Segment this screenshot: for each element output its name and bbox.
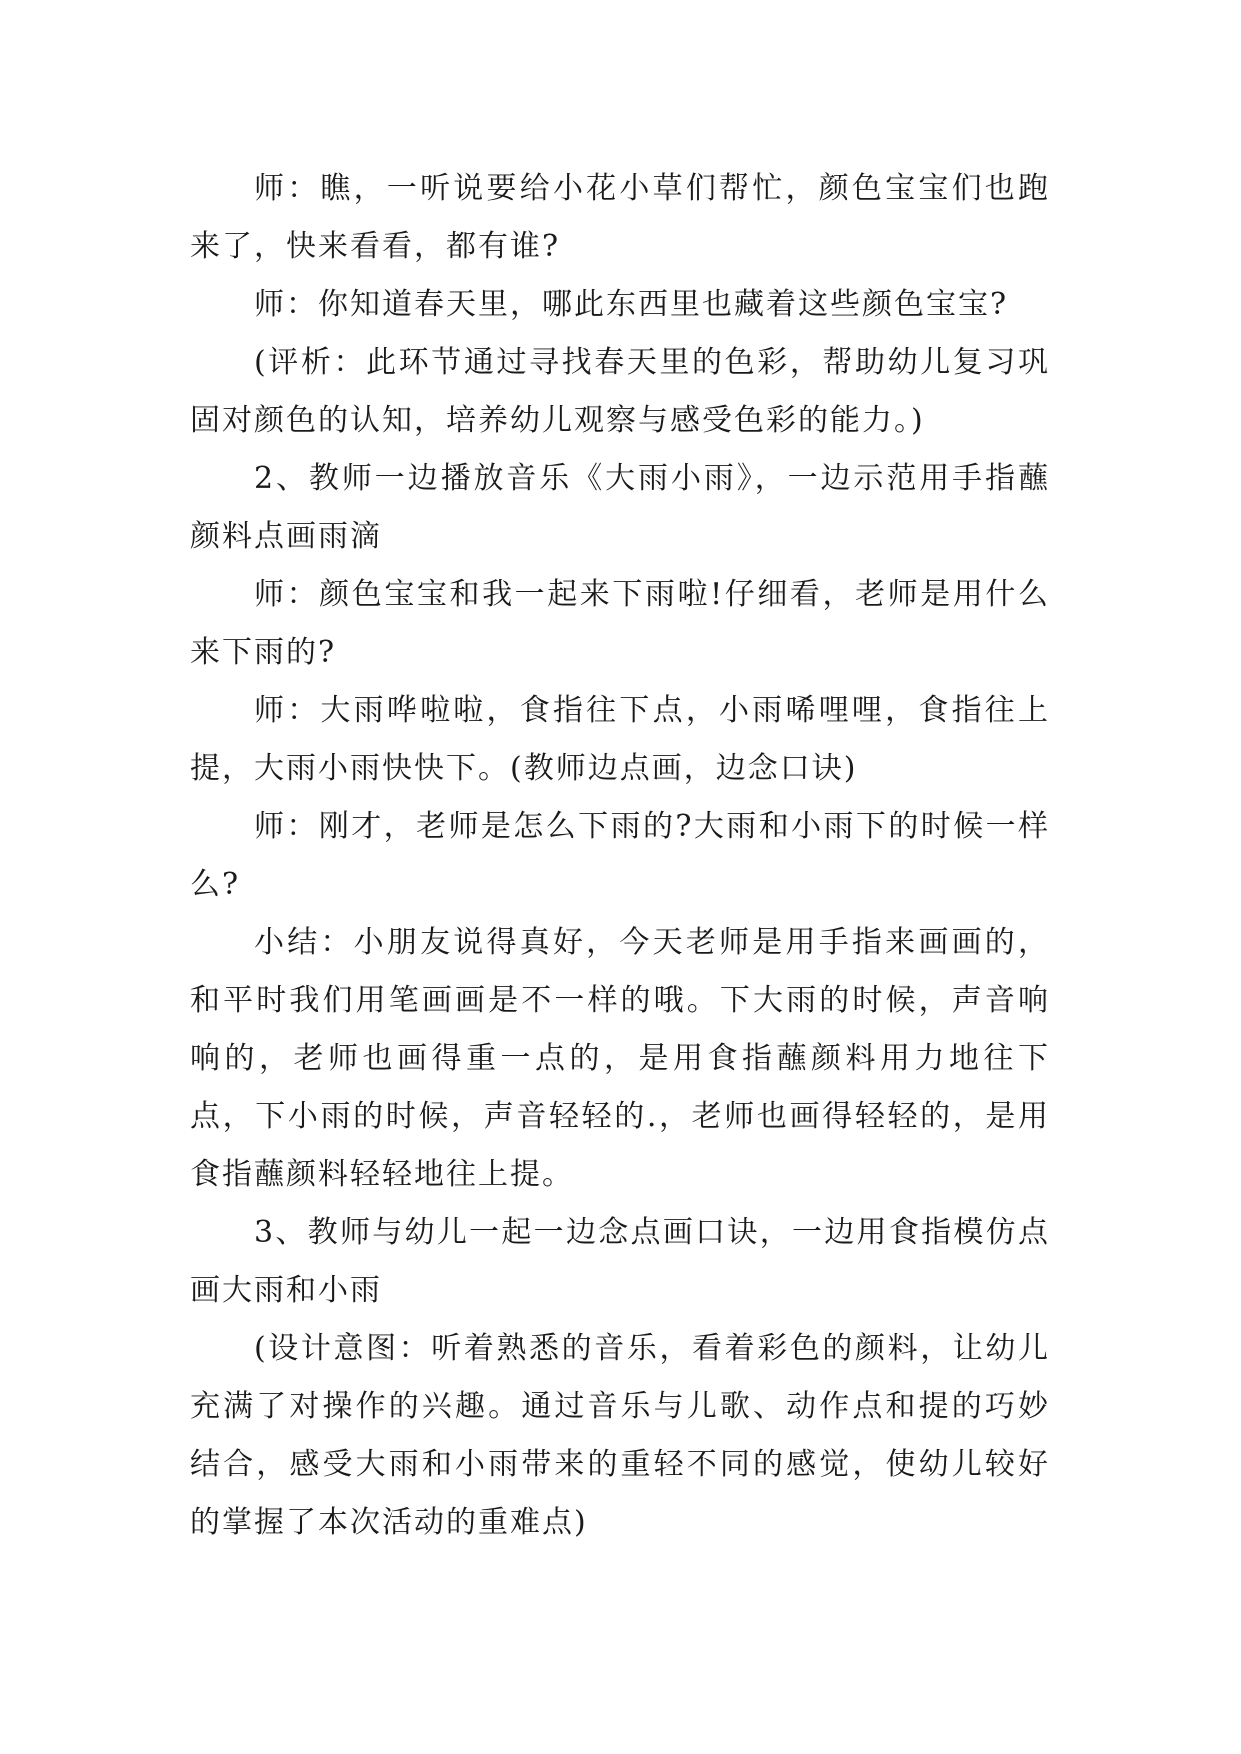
- paragraph-step-2: 2、教师一边播放音乐《大雨小雨》，一边示范用手指蘸颜料点画雨滴: [190, 461, 1050, 554]
- paragraph-teacher-rain-chant: 师：大雨哗啦啦，食指往下点，小雨唏哩哩，食指往上提，大雨小雨快快下。(教师边点画，边念口诀): [190, 693, 1050, 786]
- document-body: [190, 160, 1050, 1552]
- paragraph-design-intent: (设计意图：听着熟悉的音乐，看着彩色的颜料，让幼儿充满了对操作的兴趣。通过音乐与儿歌、动作点和提的巧妙结合，感受大雨和小雨带来的重轻不同的感觉，使幼儿较好的掌握了本次活动的重难点): [190, 1331, 1050, 1540]
- paragraph-teacher-how-rain: 师：刚才，老师是怎么下雨的?大雨和小雨下的时候一样么?: [190, 809, 1050, 902]
- paragraph-teacher-colors-arrive: 师：瞧，一听说要给小花小草们帮忙，颜色宝宝们也跑来了，快来看看，都有谁?: [190, 171, 1050, 264]
- paragraph-teacher-question-spring: 师：你知道春天里，哪此东西里也藏着这些颜色宝宝?: [254, 287, 1009, 322]
- paragraph-step-3: 3、教师与幼儿一起一边念点画口诀，一边用食指模仿点画大雨和小雨: [190, 1215, 1050, 1308]
- paragraph-teacher-rain-together: 师：颜色宝宝和我一起来下雨啦!仔细看，老师是用什么来下雨的?: [190, 577, 1050, 670]
- paragraph-summary: 小结：小朋友说得真好，今天老师是用手指来画画的，和平时我们用笔画画是不一样的哦。下大雨的时候，声音响响的，老师也画得重一点的，是用食指蘸颜料用力地往下点，下小雨的时候，声音轻轻的.，老师也画得轻轻的，是用食指蘸颜料轻轻地往上提。: [190, 925, 1050, 1192]
- paragraph-commentary-colors: (评析：此环节通过寻找春天里的色彩，帮助幼儿复习巩固对颜色的认知，培养幼儿观察与感受色彩的能力。): [190, 345, 1050, 438]
